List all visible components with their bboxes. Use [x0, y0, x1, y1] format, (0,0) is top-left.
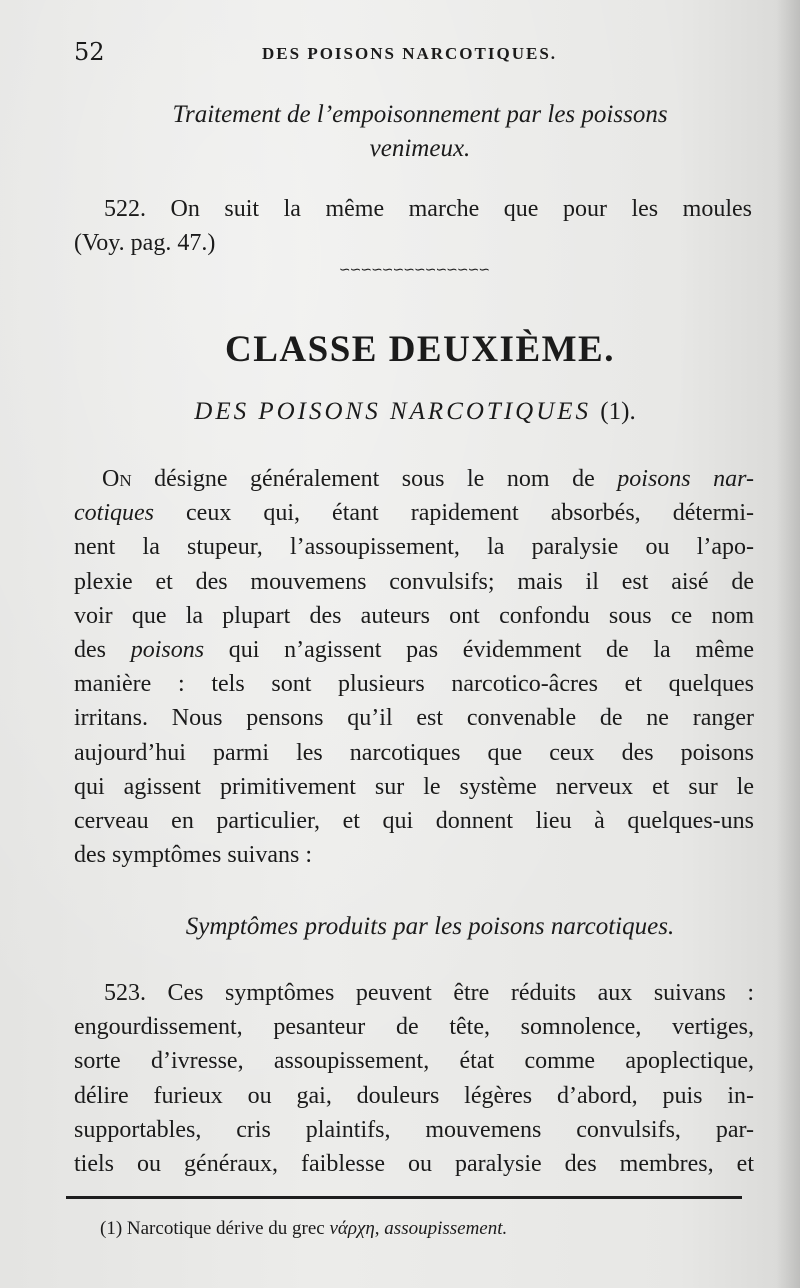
page-number: 52 [74, 38, 105, 66]
footnote-marker: (1) [100, 1218, 123, 1239]
paragraph-523-line-3: sorte d’ivresse, assoupissement, état comme apoplectique, [74, 1048, 754, 1075]
body-line-3: nent la stupeur, l’assoupissement, la paralysie ou l’apo- [74, 534, 754, 561]
footnote-rule [66, 1196, 742, 1199]
body-line-9: aujourd’hui parmi les narcotiques que ceux des poisons [74, 739, 754, 766]
ornament-divider: ∽∽∽∽∽∽∽∽∽∽∽∽∽∽ [338, 262, 490, 278]
page-edge-shadow [776, 0, 800, 1288]
body-line-1: On désigne généralement sous le nom de poisons nar- [102, 466, 755, 492]
section-heading [100, 98, 740, 166]
body-line-6: des poisons qui n’agissent pas évidemment de la même [74, 637, 755, 664]
body-paragraph [74, 462, 754, 872]
paragraph-522 [74, 192, 752, 260]
section-heading-line-1: Traitement de l’empoisonnement par les poissons [172, 101, 668, 128]
footnote-reference: (1). [600, 398, 636, 425]
footnote: (1) Narcotique dérive du grec νάρχη, assoupissement. [100, 1218, 508, 1239]
paragraph-523 [74, 976, 754, 1181]
paragraph-523-line-5: supportables, cris plaintifs, mouvemens convulsifs, par- [74, 1116, 754, 1143]
paragraph-522-line-1: 522. On suit la même marche que pour les moules [104, 196, 752, 222]
body-line-5: voir que la plupart des auteurs ont confondu sous ce nom [74, 602, 754, 629]
paragraph-522-line-2: (Voy. pag. 47.) [74, 230, 216, 257]
paragraph-523-line-6: tiels ou généraux, faiblesse ou paralysie des membres, et [74, 1151, 754, 1178]
symptoms-heading: Symptômes produits par les poisons narcotiques. [185, 913, 675, 940]
paragraph-523-line-1: 523. Ces symptômes peuvent être réduits aux suivans : [104, 980, 754, 1006]
section-heading-line-2: venimeux. [369, 135, 471, 162]
footnote-greek-word: νάρχη [329, 1218, 375, 1239]
paragraph-523-line-4: délire furieux ou gai, douleurs légères d’abord, puis in- [74, 1082, 754, 1109]
paragraph-523-line-2: engourdissement, pesanteur de tête, somnolence, vertiges, [74, 1014, 754, 1041]
body-line-10: qui agissent primitivement sur le système nerveux et sur le [74, 773, 754, 800]
class-subtitle [0, 398, 800, 426]
body-line-11: cerveau en particulier, et qui donnent lieu à quelques-uns [74, 808, 754, 835]
drop-word: On [102, 466, 132, 492]
body-line-4: plexie et des mouvemens convulsifs; mais il est aisé de [74, 568, 754, 595]
body-line-2: cotiques ceux qui, étant rapidement absorbés, détermi- [74, 500, 754, 527]
class-subtitle-text: DES POISONS NARCOTIQUES [194, 398, 592, 425]
body-line-7: manière : tels sont plusieurs narcotico-âcres et quelques [74, 671, 754, 698]
running-title: DES POISONS NARCOTIQUES. [262, 44, 558, 63]
class-title: CLASSE DEUXIÈME. [225, 329, 615, 370]
running-head [0, 38, 800, 72]
body-line-8: irritans. Nous pensons qu’il est convenable de ne ranger [74, 705, 754, 732]
body-line-12: des symptômes suivans : [74, 842, 312, 869]
